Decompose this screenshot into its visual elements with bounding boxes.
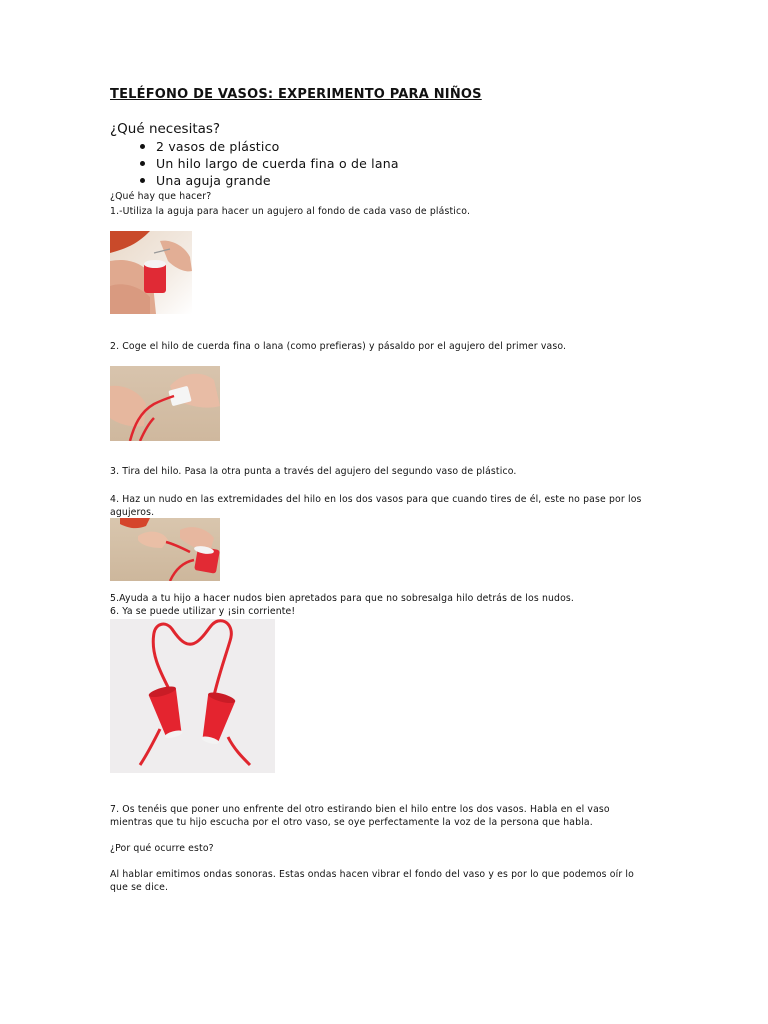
list-item: 2 vasos de plástico (138, 138, 399, 155)
photo-threading-string (110, 366, 220, 441)
bullet-icon (140, 144, 145, 149)
list-item: Una aguja grande (138, 172, 399, 189)
step-2-text: 2. Coge el hilo de cuerda fina o lana (como prefieras) y pásaldo por el agujero del primer vaso. (110, 341, 567, 352)
photo-piercing-cup (110, 231, 192, 314)
step-5-text: 5.Ayuda a tu hijo a hacer nudos bien apretados para que no sobresalga hilo detrás de los nudos. (110, 593, 575, 604)
document-title: TELÉFONO DE VASOS: EXPERIMENTO PARA NIÑOS (110, 87, 482, 102)
bullet-icon (140, 178, 145, 183)
photo-tying-knot (110, 518, 220, 581)
bullet-icon (140, 161, 145, 166)
materials-heading: ¿Qué necesitas? (110, 121, 221, 137)
why-heading: ¿Por qué ocurre esto? (110, 843, 214, 854)
steps-heading: ¿Qué hay que hacer? (110, 191, 212, 202)
photo-finished-telephone (110, 619, 275, 773)
step-1-text: 1.-Utiliza la aguja para hacer un agujero al fondo de cada vaso de plástico. (110, 206, 471, 217)
list-item: Un hilo largo de cuerda fina o de lana (138, 155, 399, 172)
step-3-text: 3. Tira del hilo. Pasa la otra punta a través del agujero del segundo vaso de plástico. (110, 466, 517, 477)
step-6-text: 6. Ya se puede utilizar y ¡sin corriente! (110, 606, 296, 617)
step-4-text: 4. Haz un nudo en las extremidades del hilo en los dos vasos para que cuando tires de él, este no pase por los agujeros. (110, 494, 642, 518)
materials-list (138, 138, 399, 189)
explanation-text: Al hablar emitimos ondas sonoras. Estas ondas hacen vibrar el fondo del vaso y es por lo que podemos oír lo que se dice. (110, 869, 634, 893)
step-7-text: 7. Os tenéis que poner uno enfrente del otro estirando bien el hilo entre los dos vasos. Habla en el vaso mientras que tu hijo escucha por el otro vaso, se oye perfectamente la voz de la persona que habla. (110, 804, 610, 828)
